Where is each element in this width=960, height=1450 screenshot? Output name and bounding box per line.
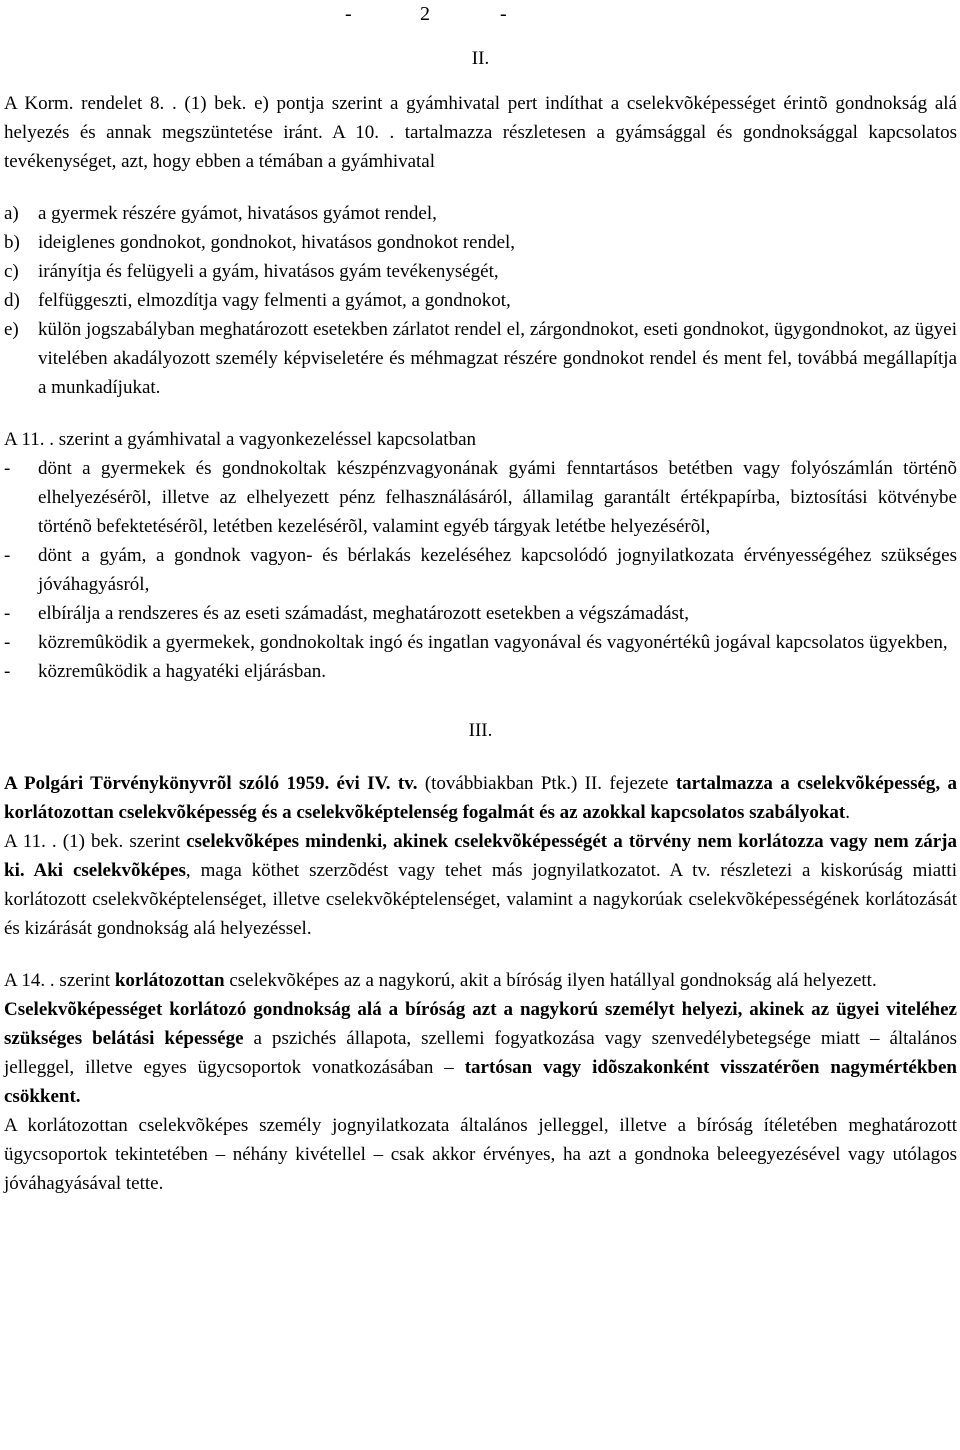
list-item [4,199,957,228]
capacity-definition: cselekvõképes mindenki, akinek cselekvõképességét a törvény nem korlátozza vagy nem zárja ki. Aki cselekvõképes [4,831,957,881]
list-item [4,257,957,286]
list-item [4,286,957,315]
ptk-paragraph [4,769,957,827]
page-number-right-dash: - [500,3,507,25]
guardianship-bold-end: tartósan vagy idõszakonként visszatérõen nagymértékben csökkent. [4,1057,957,1107]
guardianship-text: a pszichés állapota, szellemi fogyatkozása vagy szenvedélybetegsége miatt – általános jelleggel, illetve egyes ügycsoportok vonatkozásában – [4,1028,957,1078]
ptk-end: . [845,802,850,823]
capacity-text: , maga köthet szerzõdést vagy tehet más jognyilatkozatot. A tv. részletezi a kiskorúság miatti korlátozott cselekvõképtelenséget, illetve cselekvõképtelenséget, valamint a nagykorúak cselekvõképességének korlátozását és kizárását gondnokság alá helyezéssel. [4,860,957,939]
duties-list [4,199,957,402]
list-item [4,541,957,599]
limited-ref: A 14. . szerint [4,970,115,991]
section-heading-ii: II. [471,48,490,69]
guardianship-bold: Cselekvõképességet korlátozó gondnokság alá a bíróság azt a nagykorú személyt helyezi, akinek az ügyei viteléhez szükséges belátási képessége [4,999,957,1049]
list-item [4,315,957,402]
list-item-text: dönt a gyermekek és gondnokoltak készpénzvagyonának gyámi fenntartásos betétben vagy folyószámlán történõ elhelyezésérõl, illetve az elhelyezett pénz felhasználásáról, államilag garantált értékpapírba, biztosítási kötvénybe történõ befektetésérõl, letétben kezelésérõl, valamint egyéb tárgyak letétbe helyezésérõl, [38,458,957,537]
list-item-text: közremûködik a hagyatéki eljárásban. [38,661,327,682]
section-heading-iii: III. [468,720,493,741]
page-number [0,0,960,29]
list-item [4,657,957,686]
list-item-dash: - [4,632,11,653]
list-item-text: közremûködik a gyermekek, gondnokoltak ingó és ingatlan vagyonával és vagyonértékû jogával kapcsolatos ügyekben, [38,632,948,653]
limited-text: cselekvõképes az a nagykorú, akit a bíróság ilyen hatállyal gondnokság alá helyezett. [224,970,877,991]
list-item-text: ideiglenes gondnokot, gondnokot, hivatásos gondnokot rendel, [38,232,516,253]
list-item-text: felfüggeszti, elmozdítja vagy felmenti a gyámot, a gondnokot, [38,290,511,311]
list-item-label: d) [4,290,20,311]
limited-bold: korlátozottan [114,970,225,991]
guardianship-paragraph [4,995,957,1111]
list-item [4,454,957,541]
list-item [4,228,957,257]
asset-management-list [4,454,957,686]
list-item-text: külön jogszabályban meghatározott esetekben zárlatot rendel el, zárgondnokot, eseti gondnokot, ügygondnokot, az ügyei vitelében akadályozott személy képviseletére és méhmagzat részére gondnokot rendel és ment fel, továbbá megállapítja a munkadíjukat. [38,319,957,398]
list-item-text: elbírálja a rendszeres és az eseti számadást, meghatározott esetekben a végszámadást, [38,603,689,624]
list-item-dash: - [4,661,11,682]
page-number-value: 2 [420,3,430,25]
list-item-dash: - [4,603,11,624]
list-item [4,599,957,628]
asset-management-intro: A 11. . szerint a gyámhivatal a vagyonkezeléssel kapcsolatban [4,429,477,450]
limited-capacity-paragraph [4,966,957,995]
ptk-title: A Polgári Törvénykönyvrõl szóló 1959. évi IV. tv. [4,773,418,794]
ptk-content-bold: tartalmazza a cselekvõképesség, a korlátozottan cselekvõképesség és a cselekvõképtelenség fogalmát és az azokkal kapcsolatos szabályokat [4,773,958,823]
capacity-paragraph [4,827,957,943]
list-item-text: a gyermek részére gyámot, hivatásos gyámot rendel, [38,203,437,224]
list-item-text: irányítja és felügyeli a gyám, hivatásos gyám tevékenységét, [38,261,499,282]
declaration-paragraph: A korlátozottan cselekvõképes személy jognyilatkozata általános jelleggel, illetve a bíróság ítéletében meghatározott ügycsoportok tekintetében – néhány kivétellel – csak akkor érvényes, ha azt a gondnoka beleegyezésével vagy utólagos jóváhagyásával tette. [4,1115,957,1194]
list-item [4,628,957,657]
list-item-dash: - [4,545,11,566]
section-ii-intro: A Korm. rendelet 8. . (1) bek. e) pontja szerint a gyámhivatal pert indíthat a cselekvõképességet érintõ gondnokság alá helyezés és annak megszüntetése iránt. A 10. . tartalmazza részletesen a gyámsággal és gondnoksággal kapcsolatos tevékenységet, azt, hogy ebben a témában a gyámhivatal [4,93,957,172]
list-item-dash: - [4,458,11,479]
list-item-text: dönt a gyám, a gondnok vagyon- és bérlakás kezeléséhez kapcsolódó jognyilatkozata érvényességéhez szükséges jóváhagyásról, [38,545,957,595]
list-item-label: c) [4,261,19,282]
page-number-left-dash: - [345,3,352,25]
ptk-text: (továbbiakban Ptk.) II. fejezete [417,773,676,794]
list-item-label: b) [4,232,20,253]
list-item-label: e) [4,319,19,340]
list-item-label: a) [4,203,19,224]
capacity-ref: A 11. . (1) bek. szerint [4,831,187,852]
